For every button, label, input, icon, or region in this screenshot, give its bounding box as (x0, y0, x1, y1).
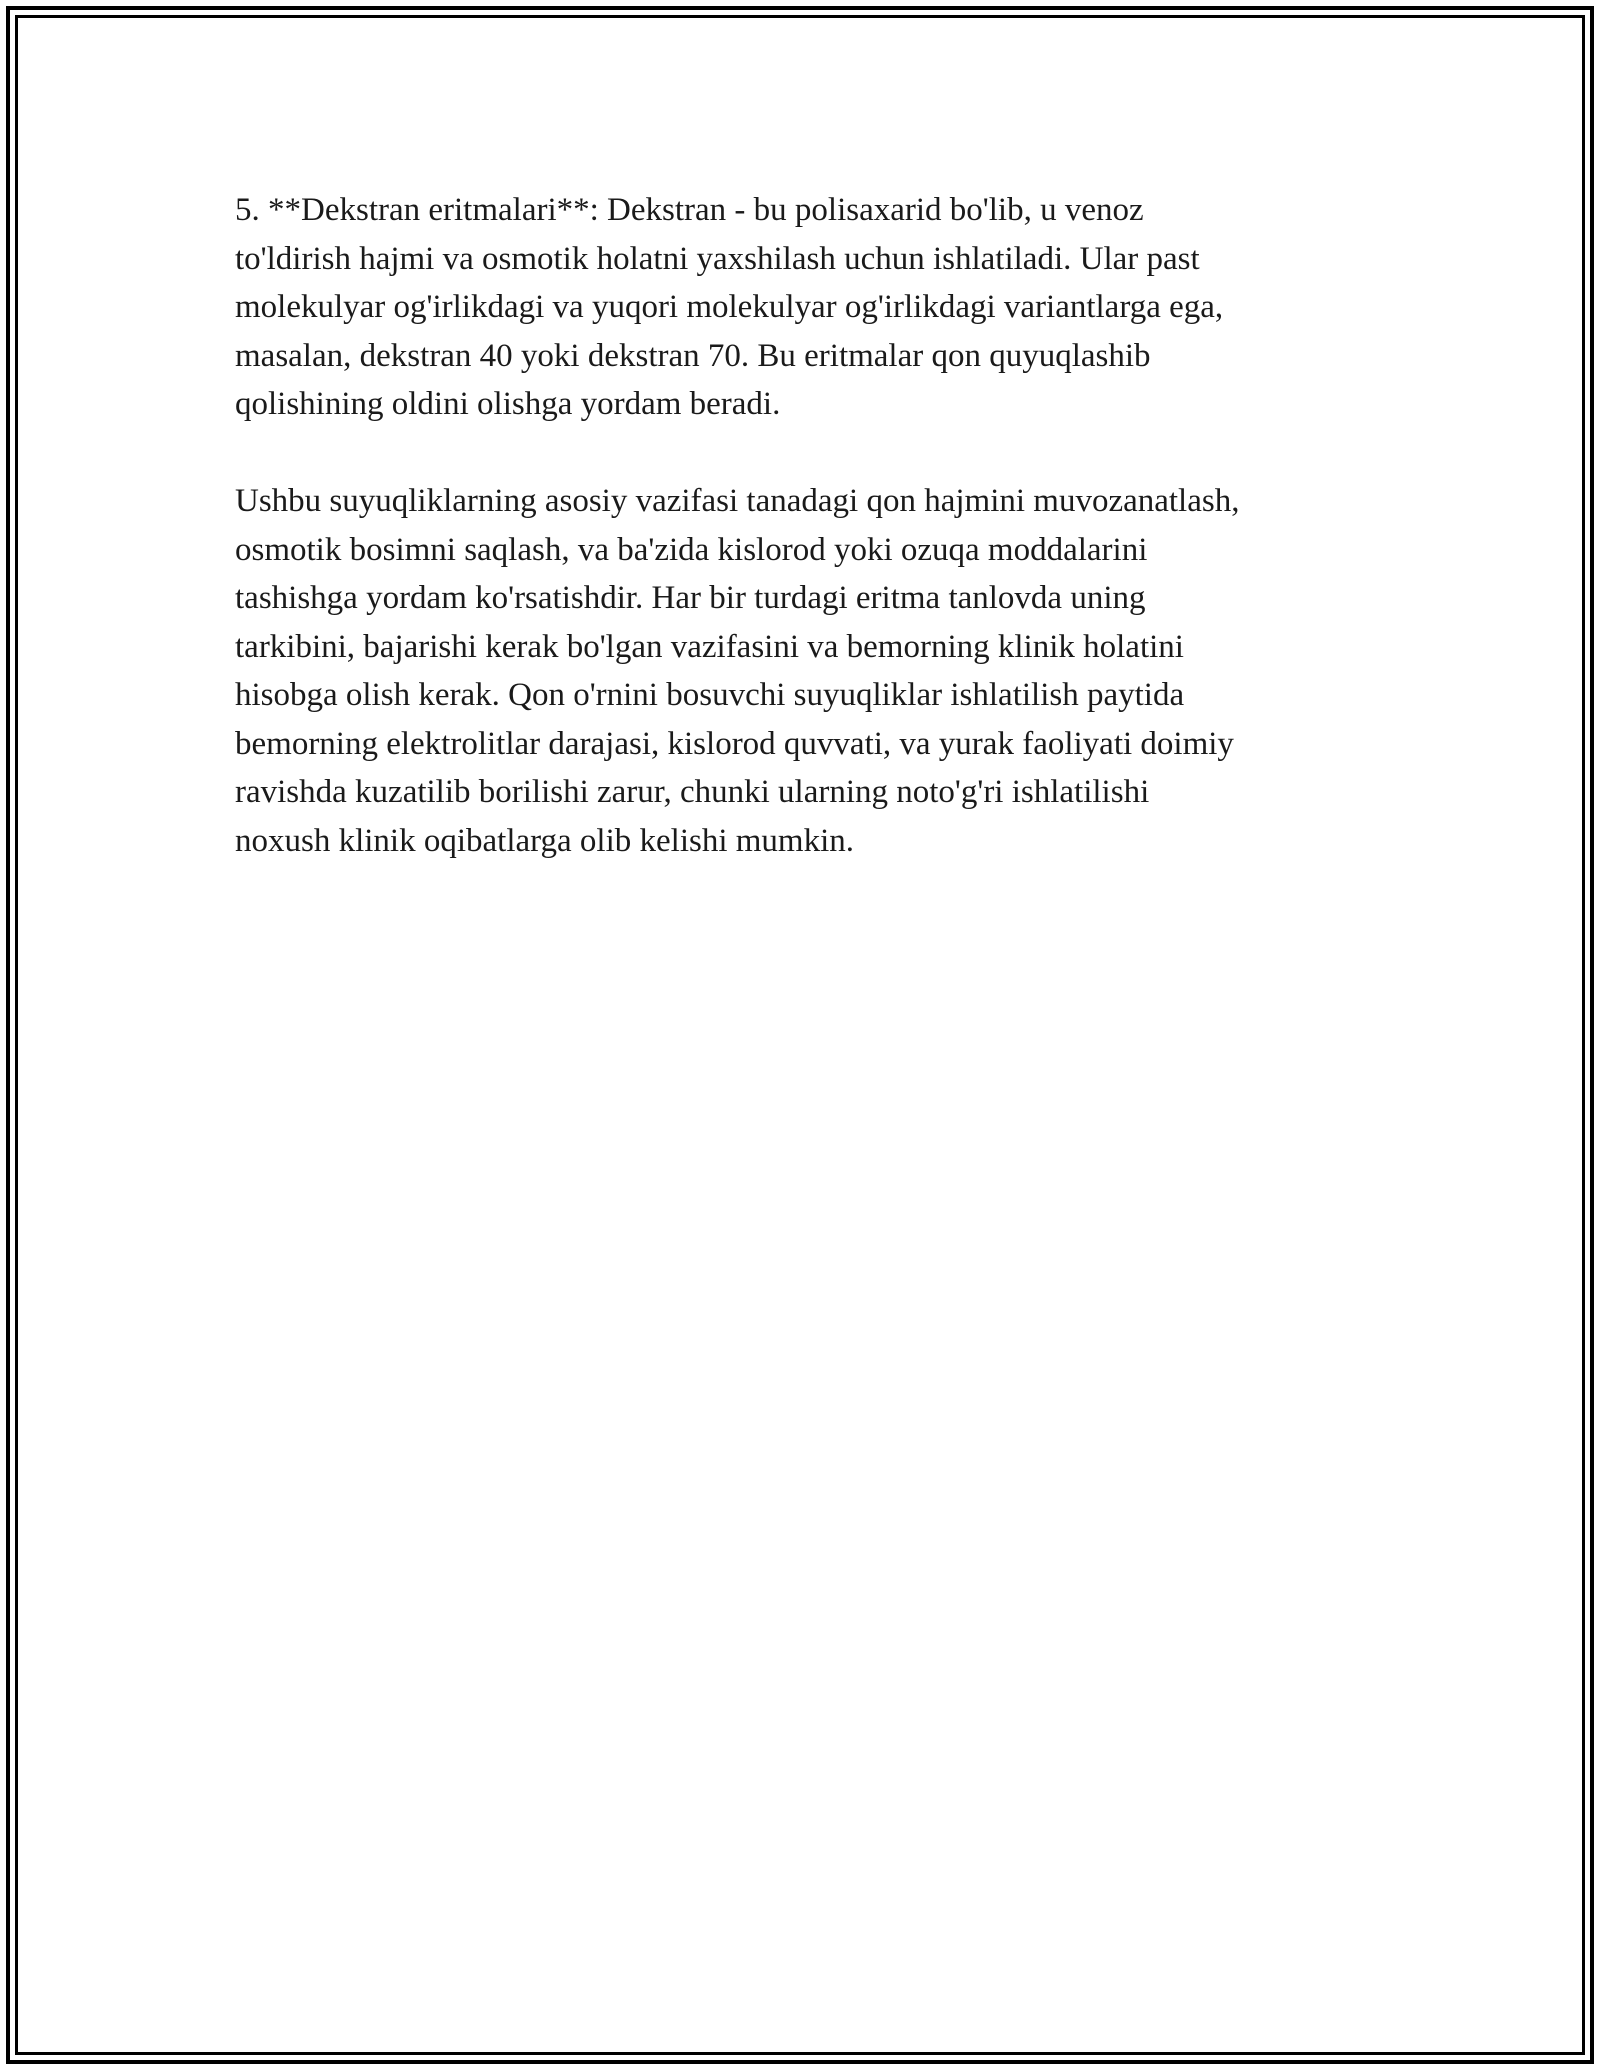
text-line: qolishining oldini olishga yordam beradi. (235, 386, 781, 422)
document-body (235, 186, 1365, 914)
text-line: molekulyar og'irlikdagi va yuqori molekulyar og'irlikdagi variantlarga ega, (235, 289, 1224, 325)
text-line: tashishga yordam ko'rsatishdir. Har bir turdagi eritma tanlovda uning (235, 580, 1146, 616)
text-line: ravishda kuzatilib borilishi zarur, chunki ularning noto'g'ri ishlatilishi (235, 774, 1150, 810)
paragraph-dekstran (235, 186, 1365, 429)
text-line: Ushbu suyuqliklarning asosiy vazifasi tanadagi qon hajmini muvozanatlash, (235, 483, 1240, 519)
text-line: noxush klinik oqibatlarga olib kelishi mumkin. (235, 822, 855, 859)
text-line: osmotik bosimni saqlash, va ba'zida kislorod yoki ozuqa moddalarini (235, 531, 1148, 568)
text-line: bemorning elektrolitlar darajasi, kislorod quvvati, va yurak faoliyati doimiy (235, 725, 1234, 762)
text-line: hisobga olish kerak. Qon o'rnini bosuvchi suyuqliklar ishlatilish paytida (235, 677, 1185, 713)
paragraph-summary (235, 477, 1365, 865)
text-line: 5. **Dekstran eritmalari**: Dekstran - bu polisaxarid bo'lib, u venoz (235, 192, 1144, 228)
text-line: to'ldirish hajmi va osmotik holatni yaxshilash uchun ishlatiladi. Ular past (235, 240, 1200, 277)
text-line: masalan, dekstran 40 yoki dekstran 70. Bu eritmalar qon quyuqlashib (235, 337, 1151, 374)
text-line: tarkibini, bajarishi kerak bo'lgan vazifasini va bemorning klinik holatini (235, 628, 1184, 665)
